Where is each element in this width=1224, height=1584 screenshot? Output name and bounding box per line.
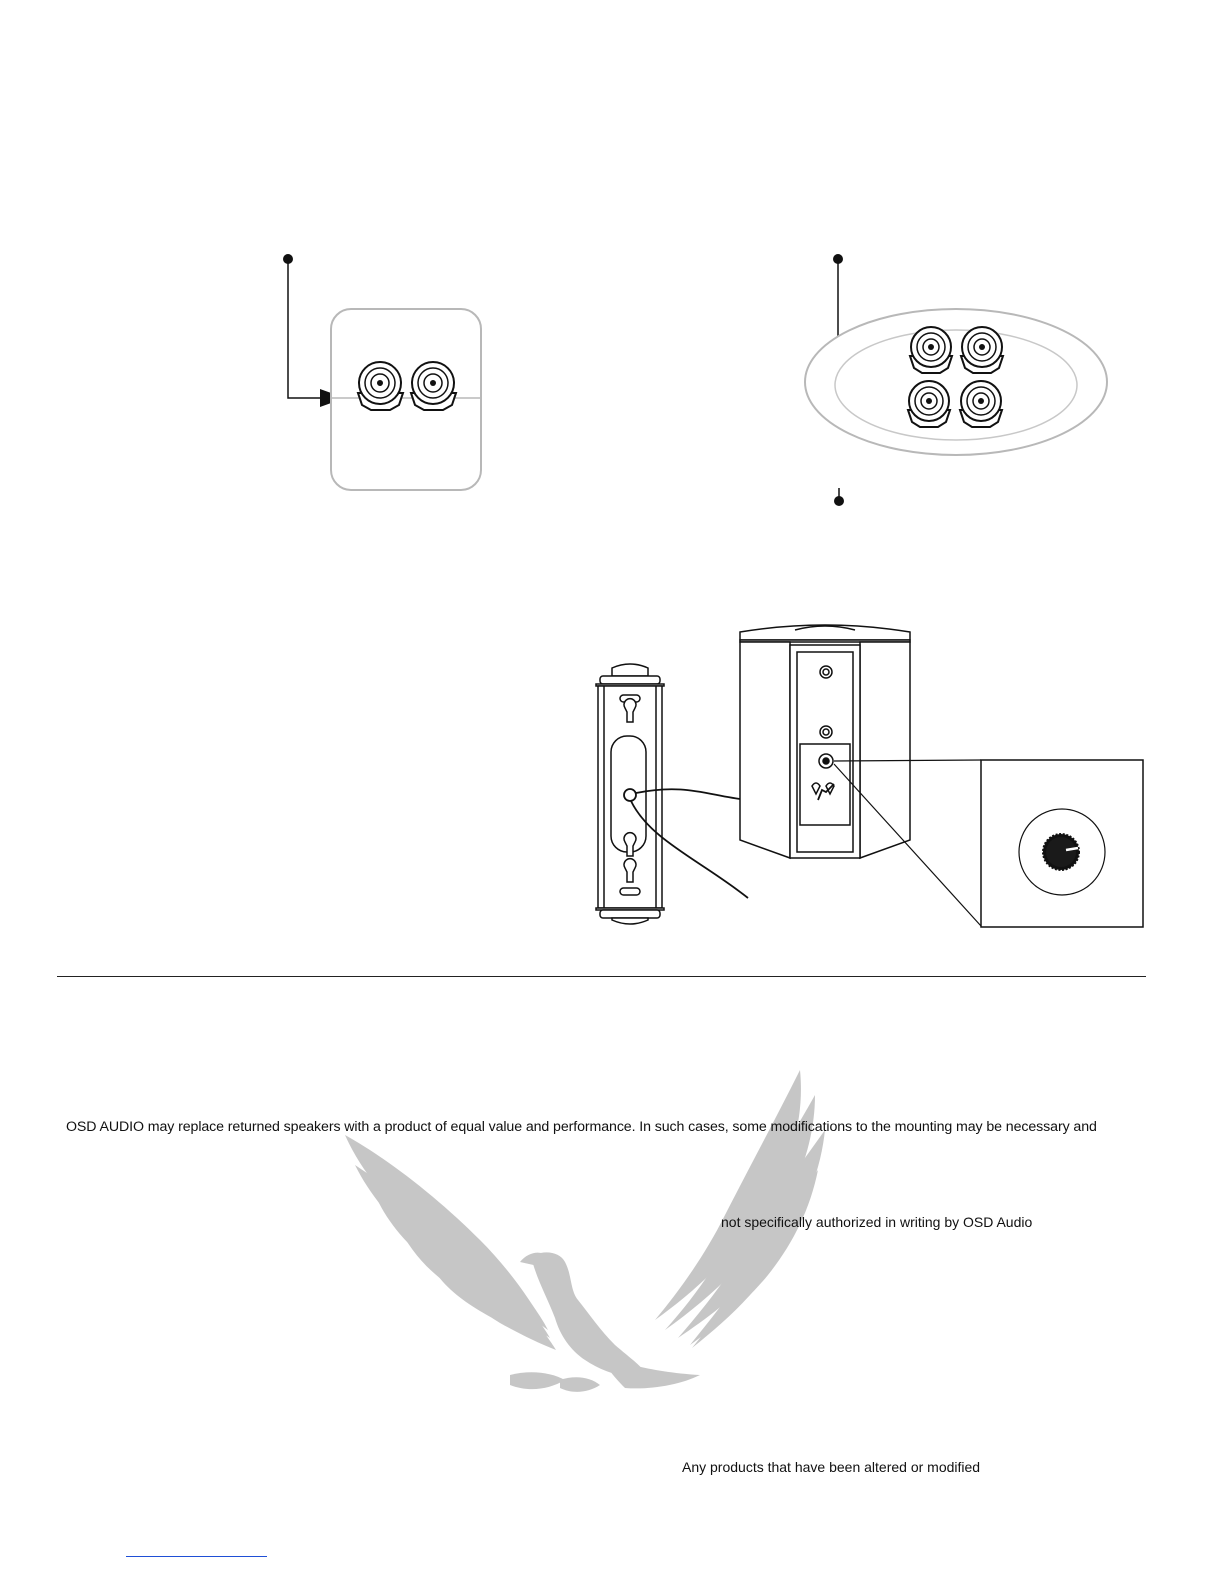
warranty-authorization-text: not specifically authorized in writing by OSD Audio [721,1214,1033,1230]
link-underline[interactable] [126,1556,267,1557]
warranty-replacement-text: OSD AUDIO may replace returned speakers with a product of equal value and performance. In such cases, some modifications to the mounting may be necessary and [66,1119,1097,1135]
warranty-altered-text: Any products that have been altered or modified [682,1459,981,1475]
